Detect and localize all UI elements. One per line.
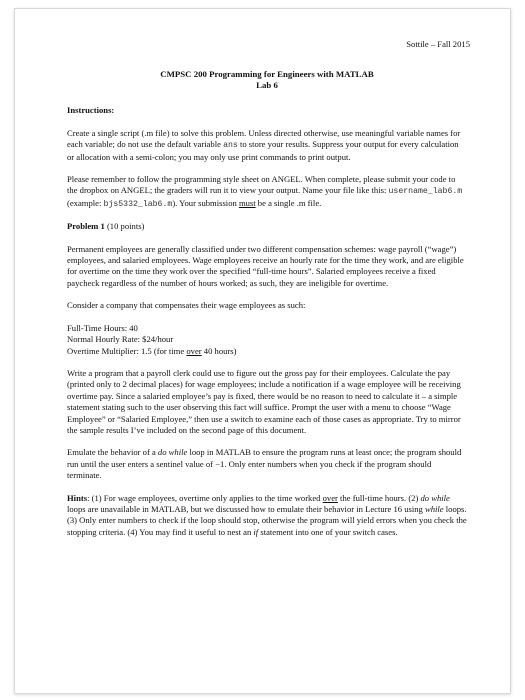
problem-1-paragraph-1: Permanent employees are generally classified under two different compensation schemes: wage payroll (“wage”) employees, and salaried employees. Wage employees receive an hourly rate for the time they work, and are eligible for overtime on the time they work over the specified “full-time hours”. Salaried employees receive a fixed paycheck regardless of the number of hours worked; as such, they are ineligible for overtime. [67,243,464,288]
underlined-over: over [186,345,202,356]
italic-do-while: do while [420,492,450,503]
problem-1-paragraph-3: Write a program that a payroll clerk could use to figure out the gross pay for their employees. Calculate the pay (printed only to 2 decimal places) for wage employees; include a notification if a wage employee will be receiving overtime pay. Since a salaried employee’s pay is fixed, there would be no reason to need to calculate it – a simple statement stating such to the user observing this fact will suffice. Prompt the user with a menu to choose “Wage Employee” or “Salaried Employee,” then use a switch to examine each of those cases as appropriate. Try to mirror the sample results I’ve included on the second page of this document. [67,367,461,435]
lab-number: Lab 6 [256,80,278,91]
instructions-paragraph-2 [67,174,467,210]
text-run: loop in MATLAB to ensure the program runs at least once; the program should run until the user enters a sentinel value of −1. Only enter numbers when you check if the program should terminate. [67,447,462,481]
spec-hourly-rate: Normal Hourly Rate: $24/hour [67,334,174,345]
code-filename-example: bjs5332_lab6.m [103,199,173,209]
problem-1-paragraph-2: Consider a company that compensates their wage employees as such: [67,300,306,311]
instructions-paragraph-1 [67,128,467,163]
underlined-must: must [238,197,256,208]
text-run: be a single .m file. [255,197,322,208]
document-body [67,39,470,538]
spec-full-time-hours: Full-Time Hours: 40 [67,322,138,333]
problem-label: Problem 1 [67,221,105,232]
text-run: : (1) For wage employees, overtime only applies to the time worked [87,492,323,503]
italic-while: while [425,503,444,514]
wage-spec-list [67,323,467,357]
text-run: ). Your submission [172,197,239,208]
italic-do-while: do while [157,447,188,458]
points-label: (10 points) [104,221,145,232]
text-run: loops. (3) Only enter numbers to check if the loop should stop, otherwise the program will yield errors when you check the stopping criteria. (4) You may find it useful to nest an [67,503,467,537]
document-page [14,8,511,694]
text-run: the full-time hours. (2) [337,492,421,503]
text-run: statement into one of your switch cases. [258,526,398,537]
text-run: loops are unavailable in MATLAB, but we discussed how to emulate their behavior in Lecture 16 using [67,503,425,514]
header-author-term: Sottile – Fall 2015 [406,39,470,49]
text-run: Overtime Multiplier: 1.5 (for time [67,345,187,356]
text-run: Create a single script (.m file) to solve this problem. Unless directed otherwise, use meaningful variable names for each variable; do not use the default variable [67,127,461,150]
spec-overtime-multiplier [67,346,467,357]
text-run: 40 hours) [201,345,237,356]
document-title [67,69,467,91]
text-run: (example: [67,197,104,208]
underlined-over: over [322,492,338,503]
instructions-heading: Instructions: [67,105,115,116]
code-filename-template: username_lab6.m [388,187,463,197]
problem-1-paragraph-4 [67,447,467,481]
italic-if: if [253,526,259,537]
text-run: Emulate the behavior of a [67,447,158,458]
course-title: CMPSC 200 Programming for Engineers with MATLAB [160,69,374,80]
code-ans: ans [223,141,238,151]
text-run: Please remember to follow the programming style sheet on ANGEL. When complete, please submit your code to the dropbox on ANGEL; the graders will run it to view your output. Name your file like this: [67,174,456,196]
problem-1-heading [67,221,467,232]
hints-label: Hints [67,492,88,503]
text-run: to store your results. Suppress your output for every calculation or allocation with a semi-colon; you may only use print commands to print output. [67,139,459,162]
hints-paragraph [67,493,467,539]
